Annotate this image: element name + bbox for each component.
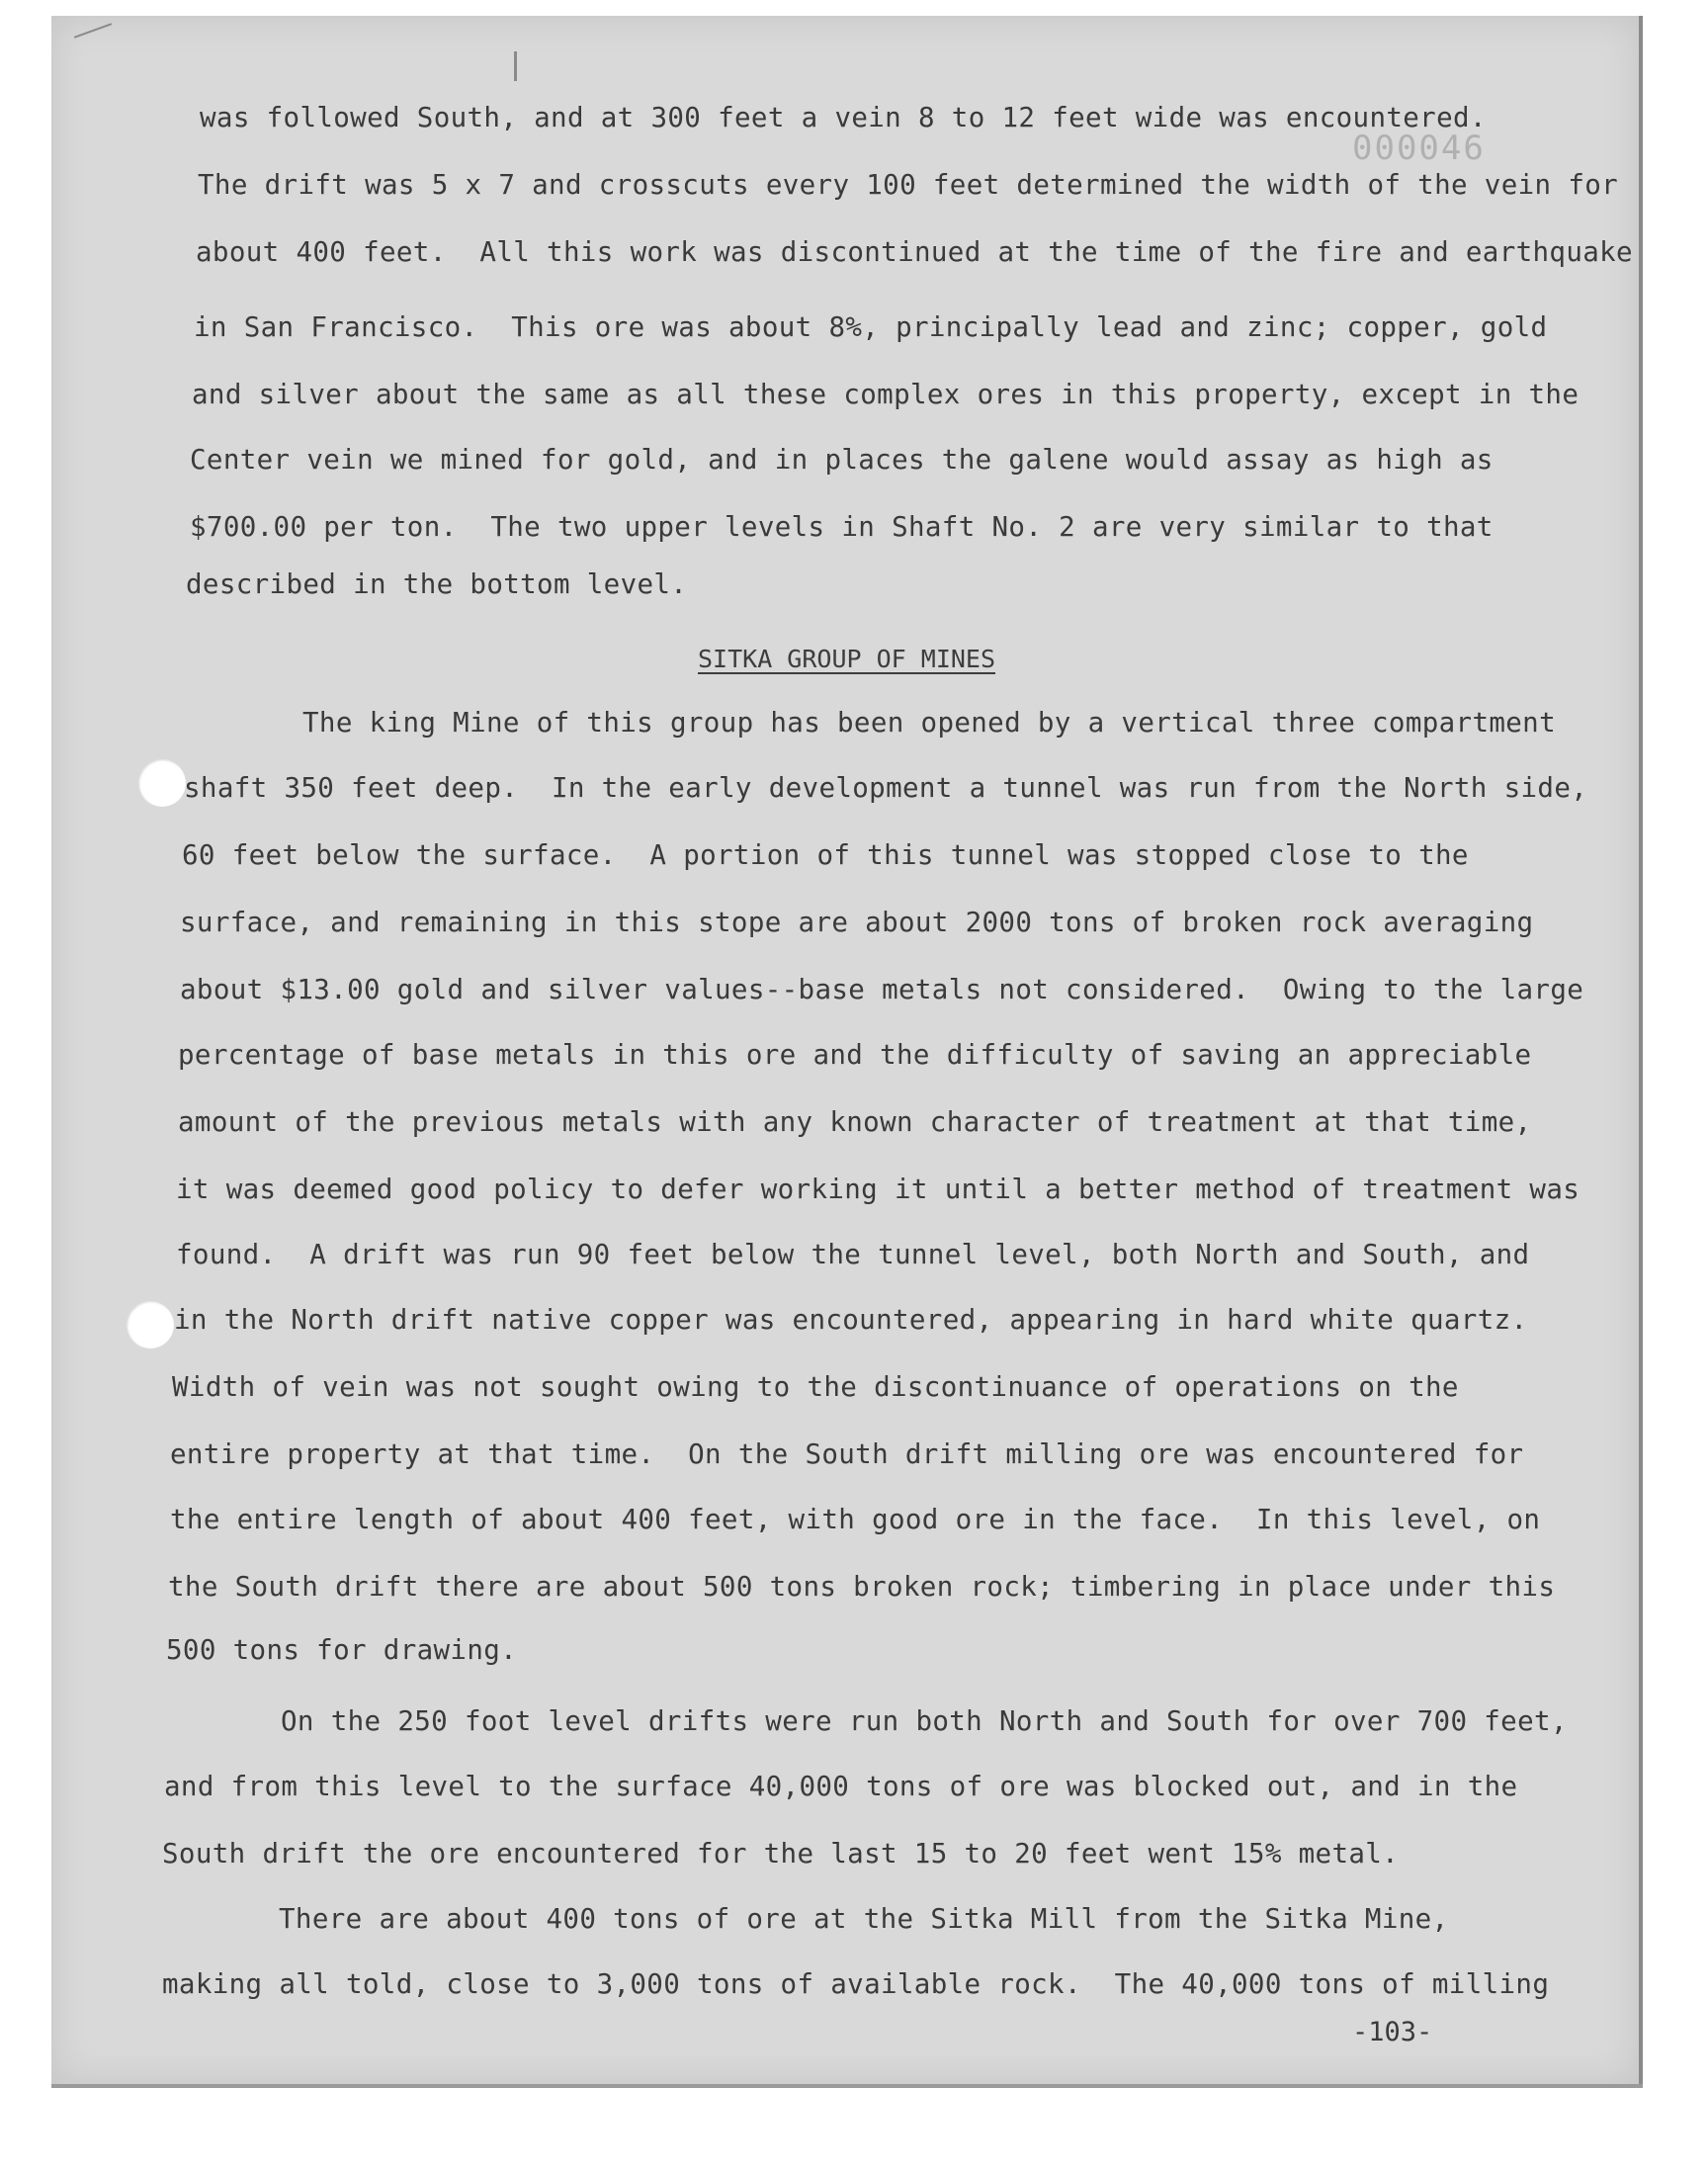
- page-edge: [1639, 16, 1643, 2084]
- punch-hole-top: [138, 759, 186, 807]
- text-line: $700.00 per ton. The two upper levels in Shaft No. 2 are very similar to that: [190, 511, 1494, 543]
- text-line: entire property at that time. On the South drift milling ore was encountered for: [170, 1438, 1524, 1470]
- text-line: it was deemed good policy to defer working it until a better method of treatment was: [176, 1174, 1580, 1205]
- section-heading: SITKA GROUP OF MINES: [698, 645, 996, 673]
- text-line: South drift the ore encountered for the last 15 to 20 feet went 15% metal.: [162, 1838, 1400, 1870]
- page-number: -103-: [1352, 2017, 1433, 2047]
- punch-hole-bottom: [127, 1301, 174, 1348]
- text-line: the South drift there are about 500 tons broken rock; timbering in place under this: [168, 1571, 1556, 1603]
- text-line: in the North drift native copper was encountered, appearing in hard white quartz.: [174, 1304, 1528, 1336]
- text-line: and silver about the same as all these complex ores in this property, except in the: [192, 379, 1580, 410]
- text-line: The drift was 5 x 7 and crosscuts every 100 feet determined the width of the vein for: [198, 169, 1619, 201]
- text-line: in San Francisco. This ore was about 8%, principally lead and zinc; copper, gold: [194, 311, 1548, 343]
- text-line: the entire length of about 400 feet, with good ore in the face. In this level, on: [170, 1504, 1541, 1535]
- text-line: found. A drift was run 90 feet below the tunnel level, both North and South, and: [176, 1239, 1530, 1270]
- text-line: There are about 400 tons of ore at the Sitka Mill from the Sitka Mine,: [279, 1903, 1449, 1935]
- text-line: 60 feet below the surface. A portion of this tunnel was stopped close to the: [182, 839, 1469, 871]
- page-bottom-edge: [51, 2084, 1643, 2088]
- text-line: described in the bottom level.: [186, 568, 688, 600]
- text-line: amount of the previous metals with any known character of treatment at that time,: [178, 1106, 1532, 1138]
- text-line: percentage of base metals in this ore and the difficulty of saving an appreciable: [178, 1039, 1532, 1071]
- text-line: 500 tons for drawing.: [166, 1634, 518, 1666]
- text-line: making all told, close to 3,000 tons of available rock. The 40,000 tons of milling: [162, 1968, 1550, 2000]
- text-line: and from this level to the surface 40,000 tons of ore was blocked out, and in the: [164, 1771, 1518, 1802]
- text-line: On the 250 foot level drifts were run both North and South for over 700 feet,: [281, 1705, 1568, 1737]
- document-number: 000046: [1352, 129, 1486, 168]
- text-line: The king Mine of this group has been opened by a vertical three compartment: [302, 707, 1556, 739]
- text-line: surface, and remaining in this stope are about 2000 tons of broken rock averaging: [180, 907, 1534, 938]
- text-line: about 400 feet. All this work was discontinued at the time of the fire and earthquake: [196, 236, 1633, 268]
- text-line: was followed South, and at 300 feet a vein 8 to 12 feet wide was encountered.: [200, 102, 1487, 133]
- text-line: Width of vein was not sought owing to the discontinuance of operations on the: [172, 1371, 1459, 1403]
- text-line: Center vein we mined for gold, and in places the galene would assay as high as: [190, 444, 1494, 476]
- text-line: shaft 350 feet deep. In the early development a tunnel was run from the North side,: [184, 772, 1588, 804]
- scan-mark: [514, 51, 517, 81]
- text-line: about $13.00 gold and silver values--base metals not considered. Owing to the large: [180, 974, 1584, 1005]
